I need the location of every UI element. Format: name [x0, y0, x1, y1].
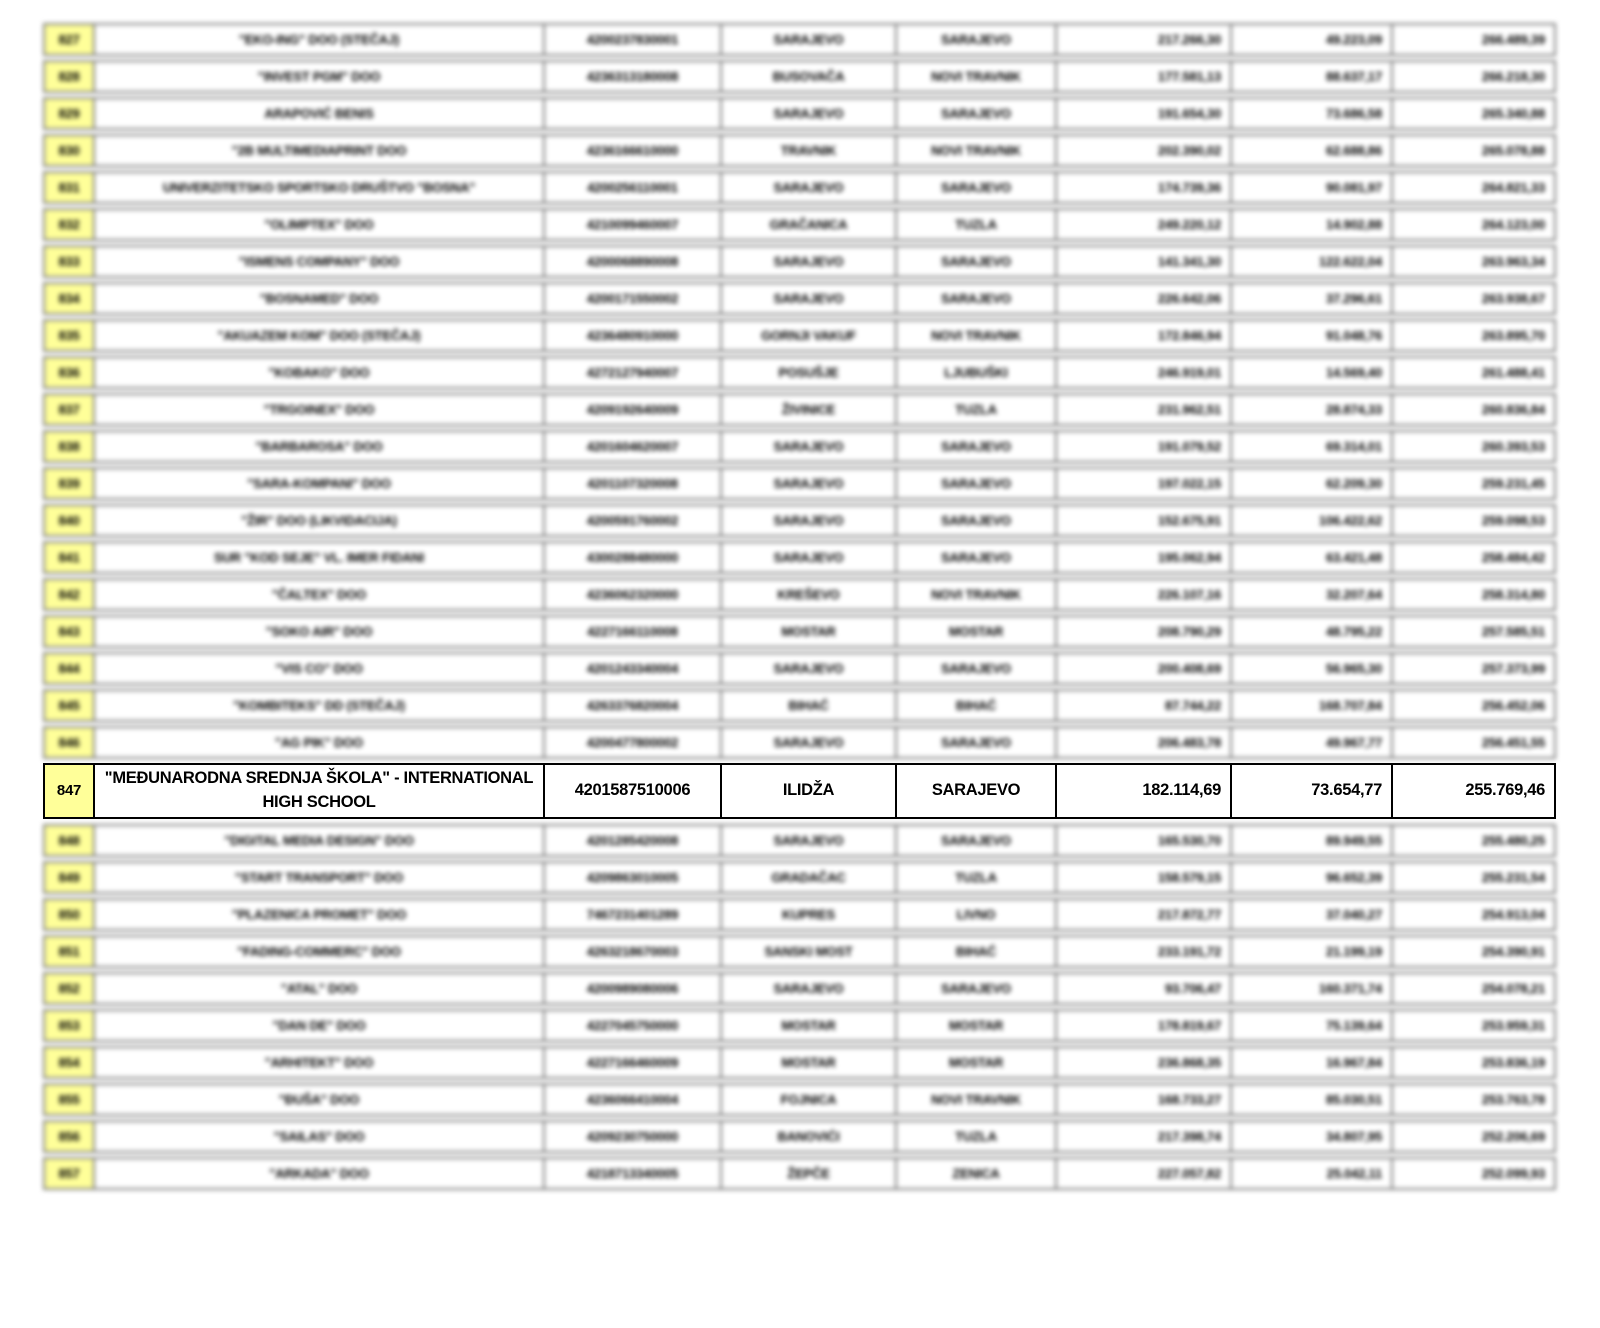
- row-number-cell: 833: [43, 245, 95, 278]
- city-cell: KUPRES: [722, 898, 897, 931]
- amount-total-cell: 257.373,99: [1393, 652, 1556, 685]
- amount-2-cell: 73.686,58: [1232, 97, 1393, 130]
- company-name-cell: "KOMBITEKS" DD (STEČAJ): [95, 689, 545, 722]
- company-name-cell: "KOBAKO" DOO: [95, 356, 545, 389]
- company-name-cell: UNIVERZITETSKO SPORTSKO DRUŠTVO "BOSNA": [95, 171, 545, 204]
- row-number-cell: 829: [43, 97, 95, 130]
- id-number-cell: 4200237830001: [545, 23, 722, 56]
- canton-cell: TUZLA: [897, 208, 1057, 241]
- city-cell: SARAJEVO: [722, 467, 897, 500]
- amount-2-cell: 32.207,64: [1232, 578, 1393, 611]
- city-cell: BIHAĆ: [722, 689, 897, 722]
- canton-cell: SARAJEVO: [897, 541, 1057, 574]
- company-name-cell: "AG PIK" DOO: [95, 726, 545, 759]
- table-row: [43, 1157, 1556, 1190]
- table-row: [43, 60, 1556, 93]
- canton-cell: NOVI TRAVNIK: [897, 578, 1057, 611]
- amount-total-cell: 252.206,69: [1393, 1120, 1556, 1153]
- id-number-cell: 4200591760002: [545, 504, 722, 537]
- amount-total-cell: 260.836,84: [1393, 393, 1556, 426]
- row-number-cell: 857: [43, 1157, 95, 1190]
- id-number-cell: 4263218670003: [545, 935, 722, 968]
- canton-cell: TUZLA: [897, 861, 1057, 894]
- table-row: [43, 578, 1556, 611]
- city-cell: GORNJI VAKUF: [722, 319, 897, 352]
- id-number-cell: 4300288480000: [545, 541, 722, 574]
- amount-1-cell: 195.062,94: [1057, 541, 1232, 574]
- canton-cell: ZENICA: [897, 1157, 1057, 1190]
- company-name-cell: "2B MULTIMEDIAPRINT DOO: [95, 134, 545, 167]
- row-number-cell: 855: [43, 1083, 95, 1116]
- amount-1-cell: 165.530,70: [1057, 824, 1232, 857]
- table-row: [43, 23, 1556, 56]
- amount-2-cell: 122.622,04: [1232, 245, 1393, 278]
- company-name-cell: "ĐUŠA" DOO: [95, 1083, 545, 1116]
- city-cell: SANSKI MOST: [722, 935, 897, 968]
- amount-total-cell: 257.585,51: [1393, 615, 1556, 648]
- amount-2-cell: 96.652,39: [1232, 861, 1393, 894]
- company-name-cell: "DIGITAL MEDIA DESIGN" DOO: [95, 824, 545, 857]
- company-name-cell: "ATAL" DOO: [95, 972, 545, 1005]
- amount-2-cell: 69.314,01: [1232, 430, 1393, 463]
- amount-2-cell: 25.042,11: [1232, 1157, 1393, 1190]
- amount-2-cell: 37.296,61: [1232, 282, 1393, 315]
- row-number-cell: 844: [43, 652, 95, 685]
- canton-cell: MOSTAR: [897, 1009, 1057, 1042]
- company-name-cell: "OLIMPTEX" DOO: [95, 208, 545, 241]
- amount-total-cell: 258.314,80: [1393, 578, 1556, 611]
- city-cell: SARAJEVO: [722, 430, 897, 463]
- company-name-cell: "FADING-COMMERC" DOO: [95, 935, 545, 968]
- amount-1-cell: 172.846,94: [1057, 319, 1232, 352]
- canton-cell: SARAJEVO: [897, 282, 1057, 315]
- table-row: [43, 652, 1556, 685]
- id-number-cell: 4200989080006: [545, 972, 722, 1005]
- table-row: [43, 356, 1556, 389]
- table-row: [43, 935, 1556, 968]
- city-cell: SARAJEVO: [722, 824, 897, 857]
- table-row: [43, 245, 1556, 278]
- table-row-highlighted: [43, 763, 1556, 819]
- amount-1-cell: 93.706,47: [1057, 972, 1232, 1005]
- id-number-cell: 4201587510006: [545, 763, 722, 819]
- id-number-cell: 4236062320000: [545, 578, 722, 611]
- amount-1-cell: 174.739,36: [1057, 171, 1232, 204]
- canton-cell: SARAJEVO: [897, 171, 1057, 204]
- amount-1-cell: 226.642,06: [1057, 282, 1232, 315]
- amount-2-cell: 62.688,86: [1232, 134, 1393, 167]
- city-cell: SARAJEVO: [722, 97, 897, 130]
- table-row: [43, 1046, 1556, 1079]
- row-number-cell: 856: [43, 1120, 95, 1153]
- table-row: [43, 1009, 1556, 1042]
- amount-1-cell: 191.654,30: [1057, 97, 1232, 130]
- city-cell: SARAJEVO: [722, 171, 897, 204]
- table-row: [43, 898, 1556, 931]
- amount-total-cell: 255.480,25: [1393, 824, 1556, 857]
- amount-1-cell: 202.390,02: [1057, 134, 1232, 167]
- id-number-cell: 4218713340005: [545, 1157, 722, 1190]
- amount-1-cell: 217.266,30: [1057, 23, 1232, 56]
- amount-total-cell: 255.231,54: [1393, 861, 1556, 894]
- amount-total-cell: 253.836,19: [1393, 1046, 1556, 1079]
- row-number-cell: 847: [43, 763, 95, 819]
- company-name-cell: "TRGOINEX" DOO: [95, 393, 545, 426]
- amount-total-cell: 258.484,42: [1393, 541, 1556, 574]
- canton-cell: TUZLA: [897, 1120, 1057, 1153]
- canton-cell: MOSTAR: [897, 615, 1057, 648]
- row-number-cell: 840: [43, 504, 95, 537]
- amount-1-cell: 182.114,69: [1057, 763, 1232, 819]
- city-cell: GRADAČAC: [722, 861, 897, 894]
- amount-total-cell: 254.390,91: [1393, 935, 1556, 968]
- amount-total-cell: 263.895,70: [1393, 319, 1556, 352]
- table-row: [43, 393, 1556, 426]
- amount-total-cell: 256.451,55: [1393, 726, 1556, 759]
- row-number-cell: 849: [43, 861, 95, 894]
- table-row: [43, 1083, 1556, 1116]
- company-name-cell: "VIS CO" DOO: [95, 652, 545, 685]
- city-cell: SARAJEVO: [722, 972, 897, 1005]
- city-cell: SARAJEVO: [722, 652, 897, 685]
- table-row: [43, 430, 1556, 463]
- company-name-cell: "ARKADA" DOO: [95, 1157, 545, 1190]
- canton-cell: NOVI TRAVNIK: [897, 1083, 1057, 1116]
- id-number-cell: 4200477800002: [545, 726, 722, 759]
- city-cell: SARAJEVO: [722, 245, 897, 278]
- amount-total-cell: 265.078,88: [1393, 134, 1556, 167]
- canton-cell: SARAJEVO: [897, 972, 1057, 1005]
- amount-2-cell: 75.139,64: [1232, 1009, 1393, 1042]
- amount-2-cell: 21.199,19: [1232, 935, 1393, 968]
- table-row: [43, 504, 1556, 537]
- city-cell: GRAČANICA: [722, 208, 897, 241]
- amount-1-cell: 158.579,15: [1057, 861, 1232, 894]
- amount-2-cell: 34.807,95: [1232, 1120, 1393, 1153]
- city-cell: BUSOVAČA: [722, 60, 897, 93]
- canton-cell: SARAJEVO: [897, 504, 1057, 537]
- amount-2-cell: 106.422,62: [1232, 504, 1393, 537]
- row-number-cell: 845: [43, 689, 95, 722]
- id-number-cell: 4201285420008: [545, 824, 722, 857]
- amount-1-cell: 217.398,74: [1057, 1120, 1232, 1153]
- canton-cell: SARAJEVO: [897, 97, 1057, 130]
- amount-total-cell: 259.098,53: [1393, 504, 1556, 537]
- amount-1-cell: 168.733,27: [1057, 1083, 1232, 1116]
- company-name-cell: "EKO-ING" DOO (STEČAJ): [95, 23, 545, 56]
- canton-cell: SARAJEVO: [897, 763, 1057, 819]
- company-name-cell: SUR "KOD SEJE" VL. IMER FIDANI: [95, 541, 545, 574]
- amount-1-cell: 231.962,51: [1057, 393, 1232, 426]
- table-row: [43, 615, 1556, 648]
- id-number-cell: 4227045750000: [545, 1009, 722, 1042]
- amount-1-cell: 233.191,72: [1057, 935, 1232, 968]
- amount-1-cell: 141.341,30: [1057, 245, 1232, 278]
- city-cell: SARAJEVO: [722, 726, 897, 759]
- canton-cell: SARAJEVO: [897, 430, 1057, 463]
- company-name-cell: "BOSNAMED" DOO: [95, 282, 545, 315]
- id-number-cell: 4209863010005: [545, 861, 722, 894]
- table-row: [43, 97, 1556, 130]
- amount-2-cell: 62.209,30: [1232, 467, 1393, 500]
- amount-1-cell: 200.408,69: [1057, 652, 1232, 685]
- amount-total-cell: 265.340,88: [1393, 97, 1556, 130]
- id-number-cell: 4227166460009: [545, 1046, 722, 1079]
- company-name-cell: "MEĐUNARODNA SREDNJA ŠKOLA" - INTERNATIONAL HIGH SCHOOL: [95, 763, 545, 819]
- company-name-cell: "SARA-KOMPANI" DOO: [95, 467, 545, 500]
- amount-total-cell: 260.393,53: [1393, 430, 1556, 463]
- row-number-cell: 839: [43, 467, 95, 500]
- company-name-cell: "BARBAROSA" DOO: [95, 430, 545, 463]
- id-number-cell: 4209192640009: [545, 393, 722, 426]
- amount-total-cell: 253.763,78: [1393, 1083, 1556, 1116]
- id-number-cell: 4236480910000: [545, 319, 722, 352]
- company-name-cell: "DAN DE" DOO: [95, 1009, 545, 1042]
- id-number-cell: 4227166110008: [545, 615, 722, 648]
- amount-1-cell: 177.581,13: [1057, 60, 1232, 93]
- amount-total-cell: 254.078,21: [1393, 972, 1556, 1005]
- amount-2-cell: 56.965,30: [1232, 652, 1393, 685]
- company-name-cell: "ISMENS COMPANY" DOO: [95, 245, 545, 278]
- company-name-cell: "PLAZENICA PROMET" DOO: [95, 898, 545, 931]
- row-number-cell: 832: [43, 208, 95, 241]
- canton-cell: NOVI TRAVNIK: [897, 319, 1057, 352]
- company-name-cell: "SOKO AIR" DOO: [95, 615, 545, 648]
- amount-total-cell: 263.938,67: [1393, 282, 1556, 315]
- row-number-cell: 835: [43, 319, 95, 352]
- amount-total-cell: 263.963,34: [1393, 245, 1556, 278]
- company-name-cell: "INVEST PGM" DOO: [95, 60, 545, 93]
- canton-cell: NOVI TRAVNIK: [897, 134, 1057, 167]
- row-number-cell: 848: [43, 824, 95, 857]
- row-number-cell: 830: [43, 134, 95, 167]
- company-name-cell: "ČALTEX" DOO: [95, 578, 545, 611]
- id-number-cell: 4236313180008: [545, 60, 722, 93]
- amount-2-cell: 160.371,74: [1232, 972, 1393, 1005]
- amount-2-cell: 91.048,76: [1232, 319, 1393, 352]
- company-name-cell: "ARHITEKT" DOO: [95, 1046, 545, 1079]
- amount-1-cell: 152.675,91: [1057, 504, 1232, 537]
- company-name-cell: ARAPOVIĆ BENIS: [95, 97, 545, 130]
- id-number-cell: 4200171550002: [545, 282, 722, 315]
- amount-1-cell: 227.057,82: [1057, 1157, 1232, 1190]
- id-number-cell: 4201604620007: [545, 430, 722, 463]
- amount-1-cell: 246.919,01: [1057, 356, 1232, 389]
- row-number-cell: 851: [43, 935, 95, 968]
- row-number-cell: 853: [43, 1009, 95, 1042]
- company-name-cell: "SAILAS" DOO: [95, 1120, 545, 1153]
- canton-cell: SARAJEVO: [897, 652, 1057, 685]
- id-number-cell: 4236166610000: [545, 134, 722, 167]
- amount-total-cell: 252.099,93: [1393, 1157, 1556, 1190]
- amount-2-cell: 14.569,40: [1232, 356, 1393, 389]
- table-row: [43, 171, 1556, 204]
- canton-cell: TUZLA: [897, 393, 1057, 426]
- amount-total-cell: 256.452,06: [1393, 689, 1556, 722]
- row-number-cell: 837: [43, 393, 95, 426]
- id-number-cell: 4236066410004: [545, 1083, 722, 1116]
- amount-2-cell: 28.874,33: [1232, 393, 1393, 426]
- city-cell: SARAJEVO: [722, 23, 897, 56]
- amount-2-cell: 49.223,09: [1232, 23, 1393, 56]
- table-row: [43, 282, 1556, 315]
- canton-cell: SARAJEVO: [897, 23, 1057, 56]
- city-cell: FOJNICA: [722, 1083, 897, 1116]
- id-number-cell: 4210099460007: [545, 208, 722, 241]
- row-number-cell: 828: [43, 60, 95, 93]
- row-number-cell: 843: [43, 615, 95, 648]
- canton-cell: BIHAĆ: [897, 935, 1057, 968]
- canton-cell: SARAJEVO: [897, 824, 1057, 857]
- table-row: [43, 689, 1556, 722]
- amount-2-cell: 37.040,27: [1232, 898, 1393, 931]
- row-number-cell: 854: [43, 1046, 95, 1079]
- row-number-cell: 846: [43, 726, 95, 759]
- canton-cell: LJUBUŠKI: [897, 356, 1057, 389]
- amount-1-cell: 206.483,78: [1057, 726, 1232, 759]
- canton-cell: NOVI TRAVNIK: [897, 60, 1057, 93]
- canton-cell: SARAJEVO: [897, 245, 1057, 278]
- table-row: [43, 319, 1556, 352]
- amount-1-cell: 197.022,15: [1057, 467, 1232, 500]
- id-number-cell: 4209230750000: [545, 1120, 722, 1153]
- id-number-cell: 7467231401289: [545, 898, 722, 931]
- amount-1-cell: 191.079,52: [1057, 430, 1232, 463]
- amount-1-cell: 87.744,22: [1057, 689, 1232, 722]
- city-cell: MOSTAR: [722, 1009, 897, 1042]
- row-number-cell: 852: [43, 972, 95, 1005]
- table-row: [43, 972, 1556, 1005]
- amount-total-cell: 264.123,00: [1393, 208, 1556, 241]
- city-cell: POSUŠJE: [722, 356, 897, 389]
- amount-1-cell: 249.220,12: [1057, 208, 1232, 241]
- canton-cell: SARAJEVO: [897, 726, 1057, 759]
- amount-total-cell: 264.821,33: [1393, 171, 1556, 204]
- row-number-cell: 827: [43, 23, 95, 56]
- canton-cell: SARAJEVO: [897, 467, 1057, 500]
- table-row: [43, 1120, 1556, 1153]
- amount-1-cell: 226.107,16: [1057, 578, 1232, 611]
- amount-total-cell: 259.231,45: [1393, 467, 1556, 500]
- amount-2-cell: 90.081,97: [1232, 171, 1393, 204]
- canton-cell: LIVNO: [897, 898, 1057, 931]
- city-cell: SARAJEVO: [722, 541, 897, 574]
- amount-2-cell: 48.795,22: [1232, 615, 1393, 648]
- city-cell: BANOVIĆI: [722, 1120, 897, 1153]
- amount-total-cell: 261.488,41: [1393, 356, 1556, 389]
- city-cell: MOSTAR: [722, 1046, 897, 1079]
- row-number-cell: 841: [43, 541, 95, 574]
- amount-2-cell: 14.902,88: [1232, 208, 1393, 241]
- city-cell: ŽEPČE: [722, 1157, 897, 1190]
- amount-2-cell: 168.707,84: [1232, 689, 1393, 722]
- id-number-cell: 4200256110001: [545, 171, 722, 204]
- table-row: [43, 467, 1556, 500]
- company-ranking-table: [43, 23, 1556, 1194]
- company-name-cell: "START TRANSPORT" DOO: [95, 861, 545, 894]
- city-cell: KREŠEVO: [722, 578, 897, 611]
- amount-2-cell: 63.421,48: [1232, 541, 1393, 574]
- table-row: [43, 541, 1556, 574]
- row-number-cell: 836: [43, 356, 95, 389]
- amount-1-cell: 208.790,29: [1057, 615, 1232, 648]
- row-number-cell: 842: [43, 578, 95, 611]
- amount-2-cell: 89.949,55: [1232, 824, 1393, 857]
- canton-cell: BIHAĆ: [897, 689, 1057, 722]
- amount-total-cell: 266.489,39: [1393, 23, 1556, 56]
- id-number-cell: 4272127940007: [545, 356, 722, 389]
- row-number-cell: 850: [43, 898, 95, 931]
- amount-2-cell: 85.030,51: [1232, 1083, 1393, 1116]
- table-row: [43, 861, 1556, 894]
- amount-2-cell: 73.654,77: [1232, 763, 1393, 819]
- city-cell: SARAJEVO: [722, 504, 897, 537]
- id-number-cell: 4263376820004: [545, 689, 722, 722]
- id-number-cell: 4201243340004: [545, 652, 722, 685]
- city-cell: MOSTAR: [722, 615, 897, 648]
- table-row: [43, 824, 1556, 857]
- amount-total-cell: 266.218,30: [1393, 60, 1556, 93]
- amount-total-cell: 255.769,46: [1393, 763, 1556, 819]
- amount-2-cell: 88.637,17: [1232, 60, 1393, 93]
- city-cell: SARAJEVO: [722, 282, 897, 315]
- amount-total-cell: 254.913,04: [1393, 898, 1556, 931]
- id-number-cell: 4200068890008: [545, 245, 722, 278]
- city-cell: ILIDŽA: [722, 763, 897, 819]
- company-name-cell: "AKUAZEM KOM" DOO (STEČAJ): [95, 319, 545, 352]
- amount-1-cell: 178.819,67: [1057, 1009, 1232, 1042]
- company-name-cell: "ŽIR" DOO (LIKVIDACIJA): [95, 504, 545, 537]
- amount-2-cell: 49.967,77: [1232, 726, 1393, 759]
- id-number-cell: [545, 97, 722, 130]
- city-cell: TRAVNIK: [722, 134, 897, 167]
- table-row: [43, 134, 1556, 167]
- city-cell: ŽIVINICE: [722, 393, 897, 426]
- row-number-cell: 838: [43, 430, 95, 463]
- table-row: [43, 726, 1556, 759]
- id-number-cell: 4201107320008: [545, 467, 722, 500]
- amount-1-cell: 217.872,77: [1057, 898, 1232, 931]
- amount-1-cell: 236.868,35: [1057, 1046, 1232, 1079]
- row-number-cell: 831: [43, 171, 95, 204]
- amount-2-cell: 16.967,84: [1232, 1046, 1393, 1079]
- table-row: [43, 208, 1556, 241]
- amount-total-cell: 253.959,31: [1393, 1009, 1556, 1042]
- canton-cell: MOSTAR: [897, 1046, 1057, 1079]
- row-number-cell: 834: [43, 282, 95, 315]
